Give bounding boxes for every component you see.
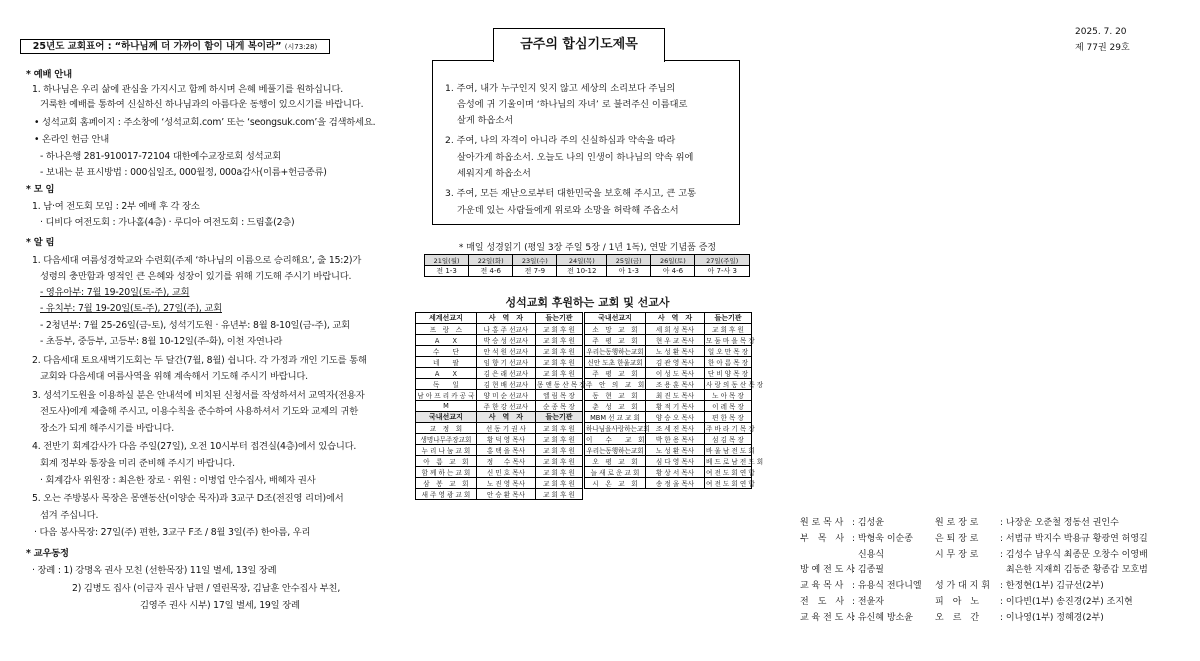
notice-line: 전도사)에게 제출해 주시고, 이용수칙을 준수하여 사용하셔서 기도와 교제의 귀한 xyxy=(40,406,358,417)
mission-row xyxy=(416,445,583,456)
mission-location: 우리는동행하는교회 xyxy=(585,346,646,357)
mission-supporter: 교 회 후 원 xyxy=(535,346,582,357)
mission-location: A X xyxy=(416,335,477,346)
mission-header-cell: 들는기관 xyxy=(705,313,752,324)
motto-text: 25년도 교회표어 : “하나님께 더 가까이 함이 내게 복이라” xyxy=(32,41,282,52)
worship-line: 1. 하나님은 우리 삶에 관심을 가지시고 함께 하시며 은혜 베풀기를 원하십니다. xyxy=(32,84,343,95)
mission-row xyxy=(585,357,752,368)
staff-names: : 유용식 전다니엘 xyxy=(852,581,922,591)
mission-location: 늘 새 로 운 교 회 xyxy=(585,467,646,478)
mission-row xyxy=(416,423,583,434)
mission-location: 누 리 나 눔 교 회 xyxy=(416,445,477,456)
reading-day-cell: 26일(토) xyxy=(651,255,695,266)
reading-chapter-cell: 전 10-12 xyxy=(557,266,607,277)
worship-section-title: * 예배 안내 xyxy=(26,69,72,80)
mission-worker: 이 성 도 목사 xyxy=(646,368,705,379)
mission-location: A X xyxy=(416,368,477,379)
issue-number: 제 77권 29호 xyxy=(1075,43,1130,53)
staff-names: : 서범규 박지수 박용규 황광연 허영길 xyxy=(1000,534,1148,544)
mission-row xyxy=(585,412,752,423)
mission-row xyxy=(416,324,583,335)
reading-chapter-cell: 전 4-6 xyxy=(469,266,513,277)
staff-role: 은 퇴 장 로 xyxy=(935,534,979,544)
notice-line: - 초등부, 중등부, 고등부: 8월 10-12일(주-화), 이천 자연나라 xyxy=(40,336,283,347)
reading-chapter-cell: 아 1-3 xyxy=(607,266,651,277)
staff-role: 원 로 장 로 xyxy=(935,518,979,528)
motto-reference: (시73:28) xyxy=(284,43,318,51)
reading-chapter-cell: 아 4-6 xyxy=(651,266,695,277)
mission-worker: 신 민 호 목사 xyxy=(476,467,535,478)
mission-worker: 노 성 환 목사 xyxy=(646,346,705,357)
mission-supporter: 교 회 후 원 xyxy=(535,456,582,467)
reading-day-cell: 25일(금) xyxy=(607,255,651,266)
mission-supporter: 몽 앤 동 산 목 장 xyxy=(535,379,582,390)
mission-location: 네 팔 xyxy=(416,357,477,368)
notice-line: 4. 전반기 회계감사가 다음 주일(27일), 오전 10시부터 접견실(4층)에서 있습니다. xyxy=(32,441,357,452)
meeting-section-title: * 모 임 xyxy=(26,184,55,195)
mission-supporter: 한 아 름 목 장 xyxy=(705,357,752,368)
mission-location: 교 정 회 xyxy=(416,423,477,434)
mission-header-cell: 들는기관 xyxy=(535,412,582,423)
mission-row xyxy=(416,489,583,500)
mission-header-cell: 사 역 자 xyxy=(476,412,535,423)
prayer-item: 음성에 귀 기울이며 ‘하나님의 자녀’ 로 불려주신 이름대로 xyxy=(457,99,688,110)
mission-row xyxy=(585,456,752,467)
mission-supporter: 이 레 목 장 xyxy=(705,401,752,412)
mission-supporter: 교 회 후 원 xyxy=(535,467,582,478)
prayer-item: 2. 주여, 나의 자격이 아니라 주의 신실하심과 약속을 따라 xyxy=(445,135,676,146)
reading-day-cell: 23일(수) xyxy=(513,255,557,266)
mission-location: 동 현 교 회 xyxy=(585,390,646,401)
mission-supporter: 여 전 도 회 연 합 xyxy=(705,467,752,478)
mission-row xyxy=(585,478,752,489)
notice-line: 1. 다음세대 여름성경학교와 수련회(주제 ‘하나님의 이름으로 승리해요’, 출 15:2)가 xyxy=(32,255,362,266)
mission-supporter: 사 랑 의 동 산 목 장 xyxy=(705,379,752,390)
mission-worker: 안 승 환 목사 xyxy=(476,489,535,500)
mission-row xyxy=(585,335,752,346)
mission-supporter: 노 아 목 장 xyxy=(705,390,752,401)
staff-names: : 전윤자 xyxy=(852,597,884,607)
mission-row xyxy=(585,346,752,357)
mission-location: 독 일 xyxy=(416,379,477,390)
mission-location: 신안 도초 한울교회 xyxy=(585,357,646,368)
mission-supporter: 교 회 후 원 xyxy=(535,445,582,456)
bible-reading-table xyxy=(424,254,750,277)
staff-names: : 한정현(1부) 김규선(2부) xyxy=(1000,581,1104,591)
reading-day-cell: 24일(목) xyxy=(557,255,607,266)
mission-supporter: 편 한 목 장 xyxy=(705,412,752,423)
mission-row xyxy=(585,467,752,478)
mission-worker: 조 세 진 목사 xyxy=(646,423,705,434)
mission-location: 시 온 교 회 xyxy=(585,478,646,489)
mission-location: 수 단 xyxy=(416,346,477,357)
staff-role: 오 르 간 xyxy=(935,613,980,623)
mission-supporter: 교 회 후 원 xyxy=(705,324,752,335)
mission-worker: 노 성 환 목사 xyxy=(646,445,705,456)
mission-worker: 황 적 기 목사 xyxy=(646,401,705,412)
mission-row xyxy=(416,467,583,478)
church-motto xyxy=(20,39,330,54)
staff-role: 교 육 목 사 xyxy=(800,581,844,591)
mission-row xyxy=(416,368,583,379)
mission-worker: 현 우 교 목사 xyxy=(646,335,705,346)
prayer-item: 가운데 있는 사람들에게 위로와 소망을 허락해 주옵소서 xyxy=(457,205,679,216)
online-offering-title: • 온라인 헌금 안내 xyxy=(34,134,110,145)
prayer-item: 3. 주여, 모든 재난으로부터 대한민국을 보호해 주시고, 큰 고통 xyxy=(445,188,696,199)
mission-supporter: 교 회 후 원 xyxy=(535,335,582,346)
bible-reading-title: * 매일 성경읽기 (평일 3장 주일 5장 / 1년 1독), 연말 기념품 증정 xyxy=(458,243,717,253)
mission-supporter: 여 전 도 회 연 합 xyxy=(705,478,752,489)
mission-title: 성석교회 후원하는 교회 및 선교사 xyxy=(505,296,670,309)
mission-location: 주 평 교 회 xyxy=(585,368,646,379)
mission-row xyxy=(416,346,583,357)
reading-day-cell: 27일(주일) xyxy=(695,255,750,266)
staff-names: : 나장운 오준철 정동선 권인수 xyxy=(1000,518,1119,528)
staff-names: : 박형욱 이순종 xyxy=(852,534,913,544)
staff-names: : 김종필 xyxy=(852,565,884,575)
mission-location: 남 아 프 리 카 공 국 xyxy=(416,390,477,401)
mission-worker: 황 덕 영 목사 xyxy=(476,434,535,445)
mission-location: 주 안 의 교 회 xyxy=(585,379,646,390)
mission-supporter: 교 회 후 원 xyxy=(535,434,582,445)
reading-chapter-cell: 아 7-사 3 xyxy=(695,266,750,277)
homepage-info: • 성석교회 홈페이지 : 주소창에 ‘성석교회.com’ 또는 ‘seongsuk.com’을 검색하세요. xyxy=(34,117,376,128)
notice-line: - 영유아부: 7월 19-20일(토-주), 교회 xyxy=(40,287,190,298)
mission-header-row xyxy=(416,412,583,423)
staff-names: : 유신혜 방소윤 xyxy=(852,613,913,623)
mission-row xyxy=(416,456,583,467)
mission-header-row xyxy=(416,313,583,324)
reading-day-cell: 22일(화) xyxy=(469,255,513,266)
staff-role: 부 목 사 xyxy=(800,534,845,544)
mission-worker: 노 진 영 목사 xyxy=(476,478,535,489)
mission-supporter: 단 비 양 목 장 xyxy=(705,368,752,379)
staff-names: 신용식 xyxy=(858,550,885,560)
mission-worker: 양 승 오 목사 xyxy=(646,412,705,423)
mission-table-right xyxy=(584,312,764,489)
mission-supporter: 베 드 로 남 전 도 회 xyxy=(705,456,752,467)
mission-supporter: 바 울 남 전 도 회 xyxy=(705,445,752,456)
mission-row xyxy=(585,379,752,390)
staff-role: 시 무 장 로 xyxy=(935,550,979,560)
mission-location: 프 랑 스 xyxy=(416,324,477,335)
mission-location: 오 평 교 회 xyxy=(585,456,646,467)
staff-names: : 김성윤 xyxy=(852,518,884,528)
mission-supporter: 교 회 후 원 xyxy=(535,478,582,489)
sender-format: - 보내는 분 표시방법 : 000십일조, 000월정, 000a감사(이름+헌금종류) xyxy=(40,167,327,178)
mission-supporter: 교 회 후 원 xyxy=(535,357,582,368)
fellowship-line: · 장례 : 1) 강명옥 권사 모친 (선한목장) 11일 별세, 13일 장례 xyxy=(32,565,277,576)
mission-header-cell: 국내선교지 xyxy=(585,313,646,324)
mission-location: 이 수 교 회 xyxy=(585,434,646,445)
staff-names: : 이다빈(1부) 송진경(2부) 조지현 xyxy=(1000,597,1133,607)
staff-names: : 김성수 남우식 최종문 오창수 이영배 xyxy=(1000,550,1148,560)
mission-worker: 송 정 울 목사 xyxy=(646,478,705,489)
mission-row xyxy=(416,434,583,445)
meeting-line: · 디비다 여전도회 : 가나홀(4층) · 루디아 여전도회 : 드림홀(2층) xyxy=(40,217,295,228)
mission-supporter: 엘 림 목 장 xyxy=(535,390,582,401)
notice-section-title: * 알 림 xyxy=(26,237,55,248)
mission-worker: 세 희 성 목사 xyxy=(646,324,705,335)
notice-line: 섬겨 주십니다. xyxy=(40,510,99,521)
prayer-item: 1. 주여, 내가 누구인지 잊지 않고 세상의 소리보다 주님의 xyxy=(445,83,676,94)
mission-row xyxy=(416,379,583,390)
mission-worker: 임 향 기 선교사 xyxy=(476,357,535,368)
mission-header-cell: 세계선교지 xyxy=(416,313,477,324)
mission-row xyxy=(585,445,752,456)
mission-row xyxy=(416,335,583,346)
bank-account: - 하나은행 281-910017-72104 대한예수교장로회 성석교회 xyxy=(40,151,281,162)
staff-role: 피 아 노 xyxy=(935,597,980,607)
mission-location: 우리는동행하는교회 xyxy=(585,445,646,456)
prayer-title: 금주의 합심기도제목 xyxy=(493,28,665,62)
reading-chapter-cell: 전 7-9 xyxy=(513,266,557,277)
mission-table-left xyxy=(415,312,586,500)
mission-location: 삼 봉 교 회 xyxy=(416,478,477,489)
notice-line: - 유치부: 7월 19-20일(토-주), 27일(주), 교회 xyxy=(40,303,222,314)
mission-worker: 선 동 기 권 사 xyxy=(476,423,535,434)
mission-row xyxy=(416,357,583,368)
mission-worker: 김 현 배 선교사 xyxy=(476,379,535,390)
mission-worker: 나 홍 주 선교사 xyxy=(476,324,535,335)
mission-location: M xyxy=(416,401,477,412)
mission-header-cell: 사 역 자 xyxy=(476,313,535,324)
staff-names: : 이나영(1부) 정혜경(2부) xyxy=(1000,613,1104,623)
mission-worker: 양 미 순 선교사 xyxy=(476,390,535,401)
mission-location: 하나님을사랑하는교회 xyxy=(585,423,646,434)
mission-worker: 안 석 원 선교사 xyxy=(476,346,535,357)
mission-row xyxy=(585,390,752,401)
mission-location: MBM 선 교 교 회 xyxy=(585,412,646,423)
mission-worker: 심 다 영 목사 xyxy=(646,456,705,467)
notice-line: · 회계감사 위원장 : 최은한 장로 · 위원 : 이병업 안수집사, 배혜자 권사 xyxy=(40,475,316,486)
mission-row xyxy=(585,401,752,412)
mission-location: 생명나무주장교회 xyxy=(416,434,477,445)
mission-row xyxy=(585,434,752,445)
mission-row xyxy=(585,423,752,434)
notice-line: 회계 정부와 통장을 미리 준비해 주시기 바랍니다. xyxy=(40,458,235,469)
mission-worker: 정 수 목사 xyxy=(476,456,535,467)
prayer-item: 살아가게 하옵소서. 오늘도 나의 인생이 하나님의 약속 위에 xyxy=(457,152,694,163)
fellowship-line: 김영주 권사 시부) 17일 별세, 19일 장례 xyxy=(140,600,300,611)
mission-worker: 주 한 강 선교사 xyxy=(476,401,535,412)
notice-line: 교회와 다음세대 여름사역을 위해 계속해서 기도해 주시기 바랍니다. xyxy=(40,371,308,382)
mission-location: 새 주 영 광 교 회 xyxy=(416,489,477,500)
mission-worker: 조 용 훈 목사 xyxy=(646,379,705,390)
mission-header-cell: 들는기관 xyxy=(535,313,582,324)
mission-header-cell: 국내선교지 xyxy=(416,412,477,423)
staff-names: 최은한 지재희 김동준 황종갑 모호범 xyxy=(1006,565,1148,575)
mission-worker: 김 은 래 선교사 xyxy=(476,368,535,379)
notice-line: · 다음 봉사목장: 27일(주) 편한, 3교구 F조 / 8월 3일(주) 한아름, 우리 xyxy=(34,527,311,538)
staff-role: 교 육 전 도 사 xyxy=(800,613,855,623)
mission-supporter: 교 회 후 원 xyxy=(535,423,582,434)
mission-supporter: 순 종 목 장 xyxy=(535,401,582,412)
reading-day-cell: 21일(월) xyxy=(425,255,469,266)
mission-supporter: 교 회 후 원 xyxy=(535,489,582,500)
prayer-box xyxy=(432,60,740,225)
mission-location: 주 평 교 회 xyxy=(585,335,646,346)
mission-row xyxy=(416,478,583,489)
fellowship-line: 2) 김병도 집사 (이금자 권사 남편 / 열린목장, 김남훈 안수집사 부친, xyxy=(72,583,341,594)
mission-location: 아 름 교 회 xyxy=(416,456,477,467)
notice-line: 장소가 되게 해주시기를 바랍니다. xyxy=(40,423,174,434)
mission-row xyxy=(416,390,583,401)
mission-supporter: 주 바 라 기 목 장 xyxy=(705,423,752,434)
mission-supporter: 모 둠 마 을 목 장 xyxy=(705,335,752,346)
mission-worker: 박 한 용 목사 xyxy=(646,434,705,445)
mission-worker: 최 진 도 목사 xyxy=(646,390,705,401)
mission-location: 춘 성 교 회 xyxy=(585,401,646,412)
reading-chapter-cell: 전 1-3 xyxy=(425,266,469,277)
mission-supporter: 교 회 후 원 xyxy=(535,324,582,335)
staff-role: 전 도 사 xyxy=(800,597,845,607)
meeting-line: 1. 남·여 전도회 모임 : 2부 예배 후 각 장소 xyxy=(32,201,200,212)
mission-worker: 홍 택 을 목사 xyxy=(476,445,535,456)
notice-line: 3. 성석기도원을 이용하실 분은 안내석에 비치된 신청서를 작성하셔서 교역자(전용자 xyxy=(32,390,365,401)
notice-line: 성령의 충만함과 영적인 큰 은혜와 성장이 있기를 위해 기도해 주시기 바랍니다. xyxy=(40,271,352,282)
mission-worker: 박 승 성 선교사 xyxy=(476,335,535,346)
prayer-item: 세워지게 하옵소서 xyxy=(457,168,531,179)
mission-row xyxy=(585,324,752,335)
mission-header-cell: 사 역 자 xyxy=(646,313,705,324)
mission-supporter: 일 오 만 목 장 xyxy=(705,346,752,357)
staff-role: 성 가 대 지 휘 xyxy=(935,581,990,591)
mission-header-row xyxy=(585,313,752,324)
staff-role: 방 예 전 도 사 xyxy=(800,565,855,575)
worship-line: 거룩한 예배를 통하여 신실하신 하나님과의 아름다운 동행이 있으시기를 바랍니다. xyxy=(40,99,364,110)
fellowship-section-title: * 교우동정 xyxy=(26,548,69,559)
mission-location: 소 망 교 회 xyxy=(585,324,646,335)
mission-worker: 김 관 영 목사 xyxy=(646,357,705,368)
mission-supporter: 섬 김 목 장 xyxy=(705,434,752,445)
mission-worker: 황 상 서 목사 xyxy=(646,467,705,478)
staff-role: 원 로 목 사 xyxy=(800,518,844,528)
mission-location: 함 께 하 는 교 회 xyxy=(416,467,477,478)
notice-line: - 2청년부: 7월 25-26일(금-토), 성석기도원 · 유년부: 8월 8-10일(금-주), 교회 xyxy=(40,320,350,331)
mission-row xyxy=(416,401,583,412)
notice-line: 5. 오는 주방봉사 목장은 몽앤동산(이양순 목자)과 3교구 D조(전진영 리더)에서 xyxy=(32,493,344,504)
mission-supporter: 교 회 후 원 xyxy=(535,368,582,379)
notice-line: 2. 다음세대 토요새벽기도회는 두 달간(7월, 8월) 쉽니다. 각 가정과 개인 기도를 통해 xyxy=(32,355,367,366)
bulletin-date: 2025. 7. 20 xyxy=(1075,27,1127,37)
prayer-item: 살게 하옵소서 xyxy=(457,115,514,126)
mission-row xyxy=(585,368,752,379)
